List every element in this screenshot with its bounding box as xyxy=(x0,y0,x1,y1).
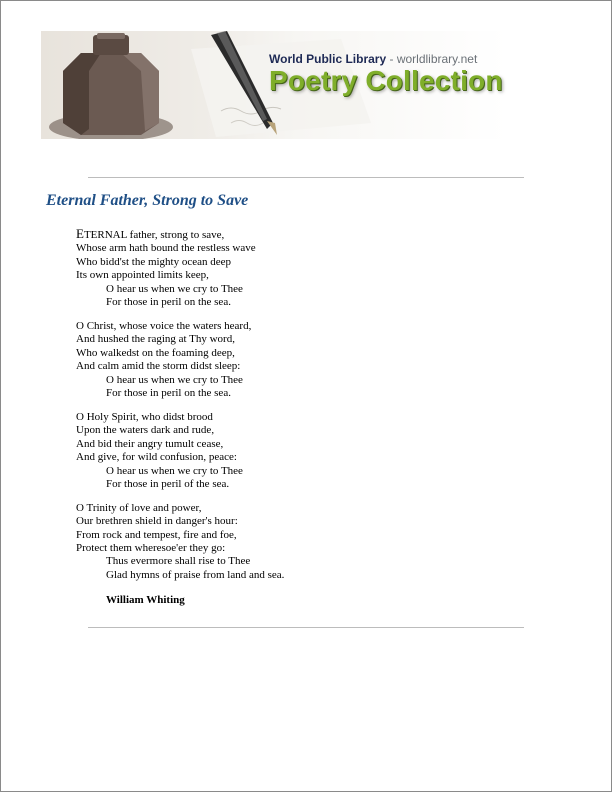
refrain-line xyxy=(76,555,284,568)
poem-line xyxy=(76,502,284,515)
top-divider xyxy=(88,177,524,178)
poem-line xyxy=(76,529,284,542)
poem-line xyxy=(76,242,284,255)
poem-body xyxy=(76,227,284,608)
line-text: Glad hymns of praise from land and sea. xyxy=(106,568,285,581)
poem-line xyxy=(76,451,284,464)
poem-line xyxy=(76,542,284,555)
refrain-line xyxy=(76,465,284,478)
line-text: Protect them wheresoe'er they go: xyxy=(76,542,226,555)
line-text: Who bidd'st the mighty ocean deep xyxy=(76,255,232,268)
line-text: O Trinity of love and power, xyxy=(76,501,202,514)
line-text: Upon the waters dark and rude, xyxy=(76,424,215,437)
library-name: World Public Library xyxy=(269,52,387,66)
refrain-line xyxy=(76,478,284,491)
line-text: O hear us when we cry to Thee xyxy=(106,282,243,295)
refrain-line xyxy=(76,387,284,400)
line-text: O hear us when we cry to Thee xyxy=(106,373,243,386)
header-banner xyxy=(41,31,507,139)
library-header xyxy=(269,52,477,66)
header-separator: - xyxy=(386,52,397,66)
line-text: For those in peril on the sea. xyxy=(106,386,231,399)
line-text: And hushed the raging at Thy word, xyxy=(76,333,235,346)
line-text: Thus evermore shall rise to Thee xyxy=(106,555,251,568)
line-text: From rock and tempest, fire and foe, xyxy=(76,528,237,541)
line-text: Its own appointed limits keep, xyxy=(76,269,209,282)
bottom-divider xyxy=(88,627,524,628)
line-text: And give, for wild confusion, peace: xyxy=(76,451,237,464)
stanza xyxy=(76,502,284,582)
poem-line xyxy=(76,347,284,360)
line-text: TERNAL father, strong to save, xyxy=(83,229,225,241)
line-text: And calm amid the storm didst sleep: xyxy=(76,360,241,373)
poem-line xyxy=(76,256,284,269)
poem-author: William Whiting xyxy=(106,594,185,607)
poem-line xyxy=(76,411,284,424)
refrain-line xyxy=(76,283,284,296)
refrain-line xyxy=(76,296,284,309)
line-text: Our brethren shield in danger's hour: xyxy=(76,515,238,528)
line-text: Whose arm hath bound the restless wave xyxy=(76,242,256,255)
poem-line xyxy=(76,360,284,373)
line-text: For those in peril of the sea. xyxy=(106,477,230,490)
line-text: O Holy Spirit, who didst brood xyxy=(76,410,213,423)
line-text: Who walkedst on the foaming deep, xyxy=(76,346,235,359)
stanza xyxy=(76,411,284,491)
library-site: worldlibrary.net xyxy=(396,52,478,66)
line-text: And bid their angry tumult cease, xyxy=(76,437,224,450)
stanza xyxy=(76,320,284,400)
poem-line xyxy=(76,438,284,451)
poem-line xyxy=(76,227,284,242)
poem-title: Eternal Father, Strong to Save xyxy=(46,192,249,209)
first-letter: E xyxy=(76,226,84,241)
poem-line xyxy=(76,320,284,333)
refrain-line xyxy=(76,374,284,387)
poem-line xyxy=(76,269,284,282)
poem-line xyxy=(76,333,284,346)
poem-line xyxy=(76,424,284,437)
stanza xyxy=(76,227,284,309)
collection-title: Poetry Collection xyxy=(269,65,503,96)
poem-line xyxy=(76,515,284,528)
line-text: O Christ, whose voice the waters heard, xyxy=(76,319,252,332)
line-text: O hear us when we cry to Thee xyxy=(106,464,243,477)
refrain-line xyxy=(76,569,284,582)
line-text: For those in peril on the sea. xyxy=(106,296,231,309)
